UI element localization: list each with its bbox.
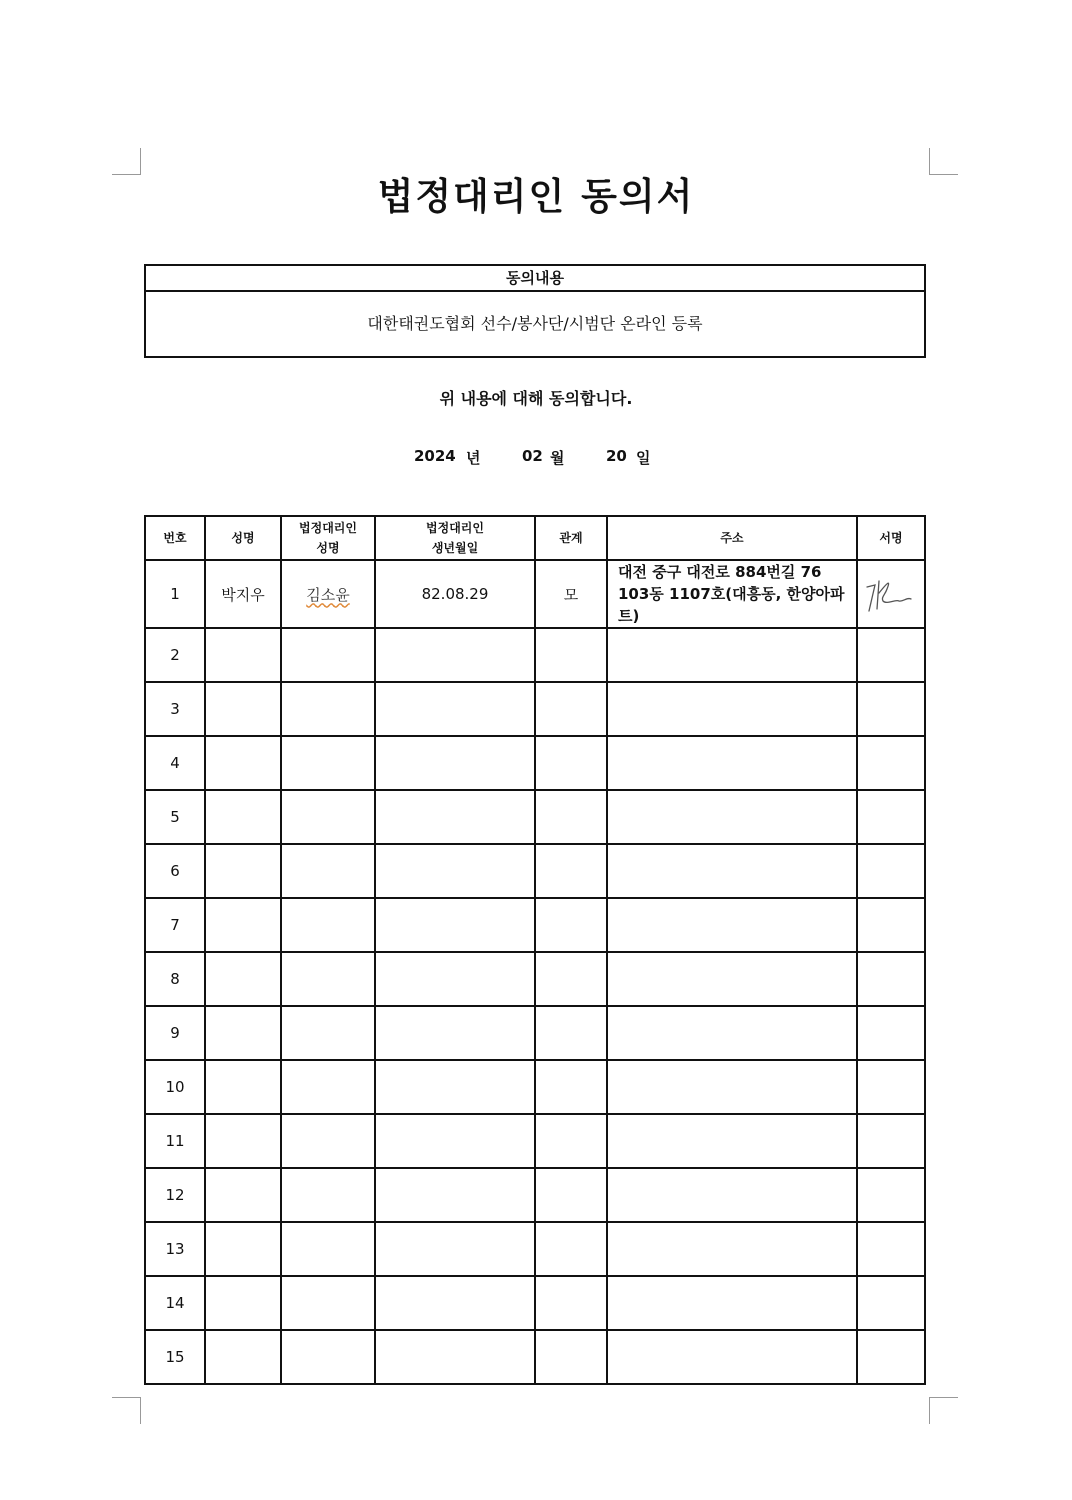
cell-signature: [857, 1276, 925, 1330]
cell-name: [205, 1330, 281, 1384]
cell-guardian-birth: [375, 952, 535, 1006]
date-year: 2024: [414, 447, 456, 465]
table-row: [145, 560, 925, 628]
cell-no: 6: [145, 844, 205, 898]
cell-guardian-name: [281, 682, 375, 736]
cell-address: [607, 952, 857, 1006]
cell-address: [607, 898, 857, 952]
table-header-row: [145, 516, 925, 560]
cell-name: [205, 1168, 281, 1222]
cell-relation: [535, 736, 607, 790]
cell-name: [205, 628, 281, 682]
cell-guardian-birth: [375, 1222, 535, 1276]
cell-name: [205, 898, 281, 952]
cell-guardian-birth: [375, 1168, 535, 1222]
handwritten-signature: [861, 571, 921, 617]
cell-relation: [535, 1168, 607, 1222]
cell-name: [205, 1276, 281, 1330]
cell-name: [205, 736, 281, 790]
cell-signature: [857, 1060, 925, 1114]
cell-signature: [857, 1006, 925, 1060]
cell-no: 12: [145, 1168, 205, 1222]
table-row: [145, 790, 925, 844]
cell-signature: [857, 1114, 925, 1168]
cell-address: [607, 844, 857, 898]
cell-guardian-birth: [375, 844, 535, 898]
cell-guardian-name: [281, 898, 375, 952]
cell-name: [205, 1114, 281, 1168]
agreement-statement: 위 내용에 대해 동의합니다.: [439, 389, 633, 408]
cell-guardian-birth: [375, 628, 535, 682]
header-relation: 관계: [535, 516, 607, 560]
table-row: [145, 1276, 925, 1330]
header-name: 성명: [205, 516, 281, 560]
cell-signature: [857, 1330, 925, 1384]
cell-relation: [535, 1330, 607, 1384]
date-day-unit: 일: [636, 449, 651, 467]
cell-guardian-birth: 82.08.29: [375, 560, 535, 628]
cell-signature: [857, 628, 925, 682]
cell-guardian-birth: [375, 1060, 535, 1114]
cell-signature: [857, 952, 925, 1006]
cell-no: 9: [145, 1006, 205, 1060]
cell-address: [607, 1330, 857, 1384]
cell-name: [205, 952, 281, 1006]
cell-address: [607, 628, 857, 682]
table-row: [145, 1006, 925, 1060]
cell-guardian-name: [281, 1168, 375, 1222]
cell-guardian-name: [281, 1330, 375, 1384]
cell-guardian-name: [281, 1114, 375, 1168]
header-no: 번호: [145, 516, 205, 560]
cell-relation: [535, 844, 607, 898]
cell-guardian-birth: [375, 898, 535, 952]
cell-no: 7: [145, 898, 205, 952]
cell-relation: [535, 1006, 607, 1060]
table-row: [145, 736, 925, 790]
cell-relation: [535, 1276, 607, 1330]
cell-guardian-name: [281, 628, 375, 682]
cell-relation: [535, 1222, 607, 1276]
cell-guardian-name: [281, 790, 375, 844]
cell-guardian-name: [281, 736, 375, 790]
date-day: 20: [606, 447, 627, 465]
cell-signature: [857, 898, 925, 952]
cell-relation: [535, 1060, 607, 1114]
cell-signature: [857, 790, 925, 844]
header-address: 주소: [607, 516, 857, 560]
cell-no: 15: [145, 1330, 205, 1384]
cell-signature: [857, 844, 925, 898]
cell-no: 10: [145, 1060, 205, 1114]
cell-address: [607, 1060, 857, 1114]
table-row: [145, 952, 925, 1006]
cell-guardian-birth: [375, 682, 535, 736]
cell-no: 2: [145, 628, 205, 682]
cell-relation: [535, 790, 607, 844]
cell-signature: [857, 736, 925, 790]
cell-relation: [535, 1114, 607, 1168]
cell-guardian-name: [281, 1276, 375, 1330]
table-row: [145, 898, 925, 952]
cell-relation: [535, 628, 607, 682]
cell-relation: [535, 898, 607, 952]
cell-address: [607, 682, 857, 736]
cell-guardian-name: [281, 1222, 375, 1276]
date-year-unit: 년: [466, 449, 481, 467]
cell-no: 11: [145, 1114, 205, 1168]
cell-signature: [857, 1168, 925, 1222]
cell-no: 8: [145, 952, 205, 1006]
cell-name: [205, 1222, 281, 1276]
cell-no: 5: [145, 790, 205, 844]
table-row: [145, 1330, 925, 1384]
table-row: [145, 682, 925, 736]
table-row: [145, 1114, 925, 1168]
cell-relation: 모: [535, 560, 607, 628]
cell-guardian-name: [281, 1006, 375, 1060]
cell-relation: [535, 682, 607, 736]
document-title: 법정대리인 동의서: [377, 174, 695, 218]
cell-address: [607, 1006, 857, 1060]
cell-guardian-birth: [375, 790, 535, 844]
cell-signature: [857, 560, 925, 628]
cell-no: 14: [145, 1276, 205, 1330]
table-row: [145, 844, 925, 898]
cell-address: [607, 790, 857, 844]
header-guardian-name: 법정대리인 성명: [281, 516, 375, 560]
header-signature: 서명: [857, 516, 925, 560]
consent-header: 동의내용: [146, 266, 924, 292]
cell-relation: [535, 952, 607, 1006]
cell-name: [205, 790, 281, 844]
cell-name: [205, 1060, 281, 1114]
cell-address: [607, 1222, 857, 1276]
cell-no: 3: [145, 682, 205, 736]
cell-address: [607, 1276, 857, 1330]
cell-signature: [857, 682, 925, 736]
cell-guardian-name: [281, 952, 375, 1006]
cell-signature: [857, 1222, 925, 1276]
table-row: [145, 1060, 925, 1114]
cell-guardian-birth: [375, 1114, 535, 1168]
cell-name: [205, 844, 281, 898]
cell-address: [607, 1168, 857, 1222]
cell-no: 13: [145, 1222, 205, 1276]
crop-mark-bottom-right: [929, 1397, 958, 1424]
cell-name: 박지우: [205, 560, 281, 628]
date-month-unit: 월: [550, 449, 565, 467]
cell-address: 대전 중구 대전로 884번길 76 103동 1107호(대흥동, 한양아파트): [607, 560, 857, 628]
cell-guardian-name: [281, 1060, 375, 1114]
cell-guardian-birth: [375, 736, 535, 790]
cell-name: [205, 1006, 281, 1060]
cell-no: 4: [145, 736, 205, 790]
table-row: [145, 1222, 925, 1276]
consent-content: 대한태권도협회 선수/봉사단/시범단 온라인 등록: [367, 314, 703, 333]
table-row: [145, 1168, 925, 1222]
crop-mark-bottom-left: [112, 1397, 141, 1424]
cell-guardian-birth: [375, 1006, 535, 1060]
date-month: 02: [522, 447, 543, 465]
cell-address: [607, 736, 857, 790]
consent-box: [144, 264, 926, 358]
cell-guardian-name: [281, 844, 375, 898]
cell-guardian-birth: [375, 1276, 535, 1330]
registration-table: [144, 515, 926, 1385]
header-guardian-birth: 법정대리인 생년월일: [375, 516, 535, 560]
table-row: [145, 628, 925, 682]
cell-guardian-birth: [375, 1330, 535, 1384]
cell-address: [607, 1114, 857, 1168]
cell-guardian-name: 김소윤: [281, 560, 375, 628]
cell-name: [205, 682, 281, 736]
cell-no: 1: [145, 560, 205, 628]
